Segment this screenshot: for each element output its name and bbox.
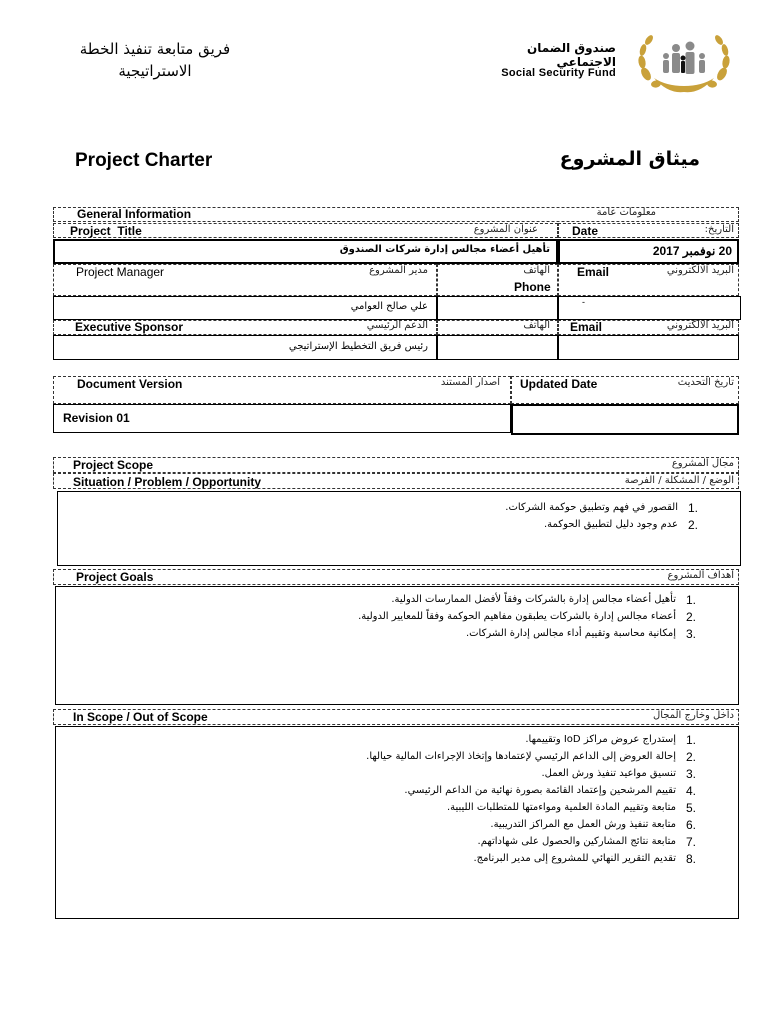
- in-scope-list: [56, 733, 738, 869]
- doc-version-value: Revision 01: [63, 411, 130, 425]
- project-title-label: Project Title: [70, 224, 142, 238]
- goal-item-text: أعضاء مجالس إدارة بالشركات يطبقون مفاهيم الحوكمة وفقاً للمعايير الدولية.: [358, 611, 676, 622]
- pm-email-value: -: [582, 297, 585, 307]
- sponsor-label: Executive Sponsor: [75, 320, 184, 334]
- date-label: Date: [572, 224, 599, 238]
- in-scope-item: [56, 750, 738, 767]
- in-scope-item: [56, 818, 738, 835]
- sponsor-email-label-ar: البريد الالكتروني: [666, 320, 734, 331]
- situation-item-num: 2.: [688, 518, 699, 532]
- in-scope-item-text: تقديم التقرير النهائي للمشروع إلى مدير البرنامج.: [473, 853, 676, 864]
- org-name-ar: صندوق الضمان الاجتماعي: [526, 41, 616, 69]
- scope-label-ar: مجال المشروع: [671, 458, 734, 469]
- goal-item: [56, 610, 738, 627]
- pm-value: علي صالح العوامي: [350, 301, 428, 312]
- sponsor-email-value-cell: [558, 335, 739, 360]
- org-name-en: Social Security Fund: [501, 67, 616, 79]
- updated-date-label: Updated Date: [520, 377, 598, 391]
- in-scope-item: [56, 835, 738, 852]
- pm-phone-value-cell: [437, 296, 558, 320]
- goal-item-num: 3.: [686, 627, 697, 641]
- situation-label: Situation / Problem / Opportunity: [73, 475, 261, 489]
- in-scope-item-num: 7.: [686, 835, 697, 849]
- situation-item-text: القصور في فهم وتطبيق حوكمة الشركات.: [505, 502, 678, 513]
- pm-email-value-cell: [558, 296, 741, 320]
- goals-label: Project Goals: [76, 570, 154, 584]
- in-scope-label: In Scope / Out of Scope: [73, 710, 208, 724]
- in-scope-box: [55, 726, 739, 919]
- page-title-en: Project Charter: [75, 150, 213, 171]
- situation-box: [57, 491, 741, 566]
- situation-item-num: 1.: [688, 501, 699, 515]
- in-scope-item-num: 2.: [686, 750, 697, 764]
- in-scope-item: [56, 852, 738, 869]
- in-scope-item-text: متابعة نتائج المشاركين والحصول على شهاداتهم.: [477, 836, 676, 847]
- doc-version-label-ar: اصدار المستند: [440, 377, 500, 388]
- page-title-ar: ميثاق المشروع: [559, 148, 700, 170]
- in-scope-item-num: 4.: [686, 784, 697, 798]
- general-info-label: General Information: [77, 207, 192, 221]
- pm-email-label: Email: [577, 265, 610, 279]
- goal-item-text: إمكانية محاسبة وتقييم أداء مجالس إدارة الشركات.: [465, 628, 676, 639]
- in-scope-item-text: متابعة تنفيذ ورش العمل مع المراكز التدريبية.: [490, 819, 676, 830]
- goal-item-num: 1.: [686, 593, 697, 607]
- updated-date-value-cell: [511, 404, 739, 435]
- goal-item: [56, 627, 738, 644]
- updated-date-label-ar: تاريخ التحديث: [677, 377, 734, 388]
- project-title-label-ar: عنوان المشروع: [473, 224, 538, 235]
- goals-label-ar: اهداف المشروع: [667, 570, 734, 581]
- sponsor-phone-label-ar: الهاتف: [523, 320, 550, 331]
- in-scope-item: [56, 733, 738, 750]
- team-name-line2: الاستراتيجية: [118, 62, 192, 80]
- goal-item: [56, 593, 738, 610]
- in-scope-item: [56, 801, 738, 818]
- sponsor-label-ar: الدعم الرئيسي: [366, 320, 428, 331]
- goal-item-num: 2.: [686, 610, 697, 624]
- in-scope-item-text: إحالة العروض إلى الداعم الرئيسي لإعتمادها وإتخاذ الإجراءات المالية حيالها.: [366, 751, 676, 762]
- laurel-hands-logo-icon: [632, 28, 736, 100]
- situation-item-text: عدم وجود دليل لتطبيق الحوكمة.: [543, 519, 678, 530]
- date-label-ar: التاريخ:: [704, 224, 734, 235]
- fund-logo: [632, 28, 736, 100]
- pm-email-label-ar: البريد الالكتروني: [666, 265, 734, 276]
- team-name: [60, 38, 250, 82]
- situation-list: [58, 501, 740, 535]
- in-scope-item-text: تقييم المرشحين وإعتماد القائمة بصورة نهائية من الداعم الرئيسي.: [404, 785, 676, 796]
- in-scope-item: [56, 767, 738, 784]
- goals-list: [56, 593, 738, 644]
- team-name-line1: فريق متابعة تنفيذ الخطة: [79, 40, 231, 58]
- general-info-label-ar: معلومات عامة: [596, 207, 656, 218]
- in-scope-item-text: تنسيق مواعيد تنفيذ ورش العمل.: [541, 768, 676, 779]
- in-scope-item-num: 1.: [686, 733, 697, 747]
- in-scope-item-text: إستدراج عروض مراكز IoD وتقييمها.: [525, 734, 676, 745]
- situation-item: [58, 501, 740, 518]
- date-value: 20 نوفمبر 2017: [652, 244, 732, 258]
- in-scope-item: [56, 784, 738, 801]
- sponsor-email-label: Email: [570, 320, 603, 334]
- in-scope-item-num: 8.: [686, 852, 697, 866]
- sponsor-value: رئيس فريق التخطيط الإستراتيجي: [288, 341, 428, 352]
- in-scope-item-num: 3.: [686, 767, 697, 781]
- sponsor-phone-value-cell: [437, 335, 558, 360]
- goals-box: [55, 586, 739, 705]
- pm-label: Project Manager: [76, 265, 165, 279]
- pm-phone-label-ar: الهاتف: [523, 265, 550, 276]
- in-scope-item-num: 6.: [686, 818, 697, 832]
- doc-version-label: Document Version: [77, 377, 183, 391]
- pm-phone-label: Phone: [514, 280, 551, 294]
- situation-item: [58, 518, 740, 535]
- in-scope-item-num: 5.: [686, 801, 697, 815]
- situation-label-ar: الوضع / المشكلة / الفرصة: [624, 475, 734, 486]
- scope-label: Project Scope: [73, 458, 154, 472]
- pm-label-ar: مدير المشروع: [369, 265, 428, 276]
- in-scope-label-ar: داخل وخارج المجال: [652, 710, 734, 721]
- project-title-value: تأهيل أعضاء مجالس إدارة شركات الصندوق: [339, 244, 550, 255]
- goal-item-text: تأهيل أعضاء مجالس إدارة بالشركات وفقاً لأفضل الممارسات الدولية.: [391, 594, 676, 605]
- in-scope-item-text: متابعة وتقييم المادة العلمية ومواءمتها للمتطلبات الليبية.: [446, 802, 676, 813]
